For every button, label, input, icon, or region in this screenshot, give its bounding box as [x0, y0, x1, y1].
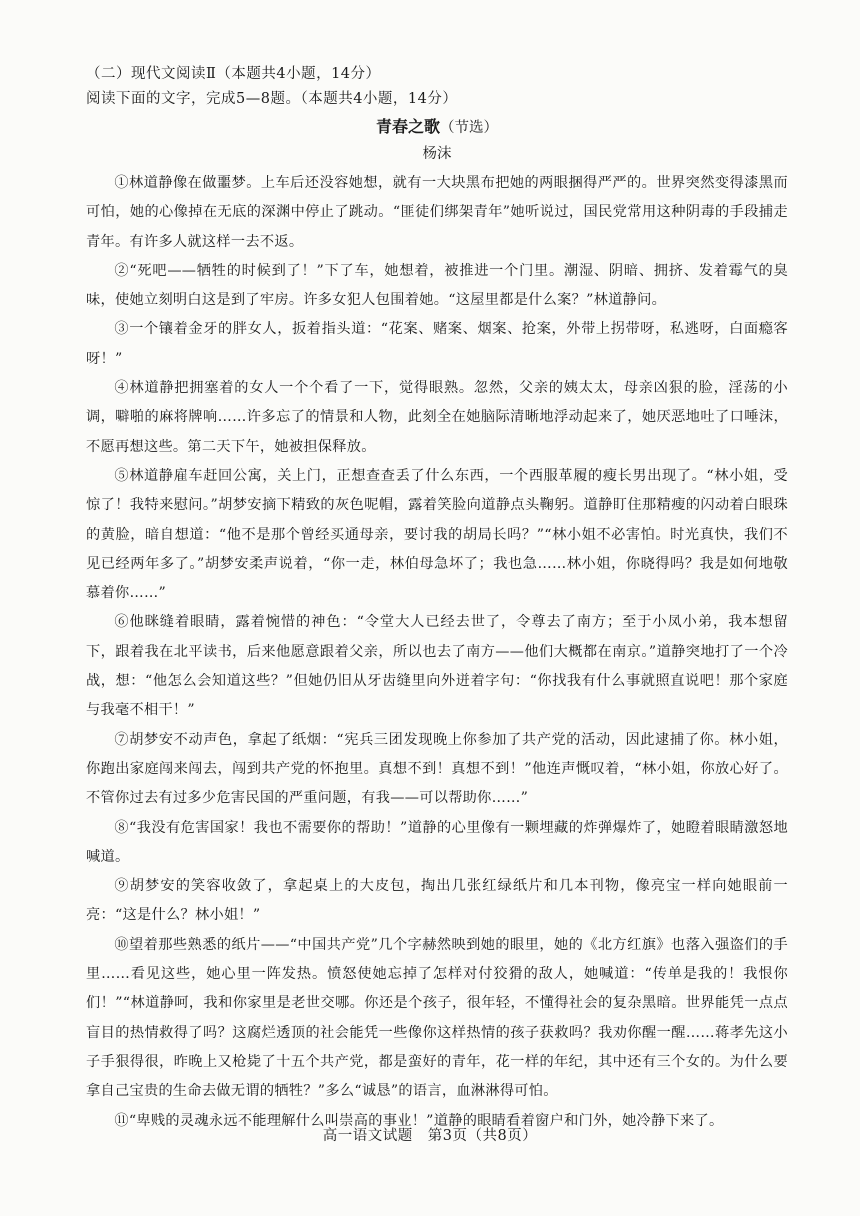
article-title-note: （节选） [440, 120, 498, 136]
paragraph-2: ②“死吧——牺牲的时候到了！”下了车，她想着，被推进一个门里。潮湿、阴暗、拥挤、发着霉气的臭味，使她立刻明白这是到了牢房。许多女犯人包围着她。“这屋里都是什么案？”林道静问。 [86, 262, 788, 309]
paragraph-9: ⑨胡梦安的笑容收敛了，拿起桌上的大皮包，掏出几张红绿纸片和几本刊物，像亮宝一样向她眼前一亮：“这是什么？林小姐！” [86, 878, 788, 924]
paragraph-4: ④林道静把拥塞着的女人一个个看了一下，觉得眼熟。忽然，父亲的姨太太，母亲凶狠的脸，淫荡的小调，噼啪的麻将牌响……许多忘了的情景和人物，此刻全在她脑际清晰地浮动起来了，她厌恶地吐了口唾沫，不愿再想这些。第二天下午，她被担保释放。 [86, 380, 788, 455]
instruction: 阅读下面的文字，完成5—8题。（本题共4小题，14分） [86, 91, 458, 107]
article-author: 杨沫 [422, 146, 452, 162]
article-title-text: 青春之歌 [375, 117, 440, 136]
paragraph-6: ⑥他眯缝着眼睛，露着惋惜的神色：“令堂大人已经去世了，令尊去了南方；至于小凤小弟，我本想留下，跟着我在北平读书，后来他愿意跟着父亲，所以也去了南方——他们大概都在南京。”道静突地打了一个冷战，想：“他怎么会知道这些？”但她仍旧从牙齿缝里向外迸着字句：“你找我有什么事就照直说吧！那个家庭与我毫不相干！” [86, 614, 788, 719]
paragraph-1: ①林道静像在做噩梦。上车后还没容她想，就有一大块黑布把她的两眼捆得严严的。世界突然变得漆黑而可怕，她的心像掉在无底的深渊中停止了跳动。“匪徒们绑架青年”她听说过，国民党常用这种阴毒的手段捕走青年。有许多人就这样一去不返。 [86, 175, 788, 250]
section-heading: （二）现代文阅读Ⅱ（本题共4小题，14分） [86, 66, 381, 82]
article-body [86, 169, 788, 1136]
paragraph-5: ⑤林道静雇车赶回公寓，关上门，正想查查丢了什么东西，一个西服革履的瘦长男出现了。“林小姐，受惊了！我特来慰问。”胡梦安摘下精致的灰色呢帽，露着笑脸向道静点头鞠躬。道静盯住那精瘦的闪动着白眼珠的黄脸，暗自想道：“他不是那个曾经买通母亲，要讨我的胡局长吗？”“林小姐不必害怕。时光真快，我们不见已经两年多了。”胡梦安柔声说着，“你一走，林伯母急坏了；我也急……林小姐，你晓得吗？我是如何地敬慕着你……” [86, 467, 788, 602]
paragraph-8: ⑧“我没有危害国家！我也不需要你的帮助！”道静的心里像有一颗埋藏的炸弹爆炸了，她瞪着眼睛激怒地喊道。 [86, 819, 788, 865]
paragraph-11: ⑪“卑贱的灵魂永远不能理解什么叫崇高的事业！”道静的眼睛看着窗户和门外，她冷静下来了。 [114, 1112, 724, 1129]
page-footer: 高一语文试题 第3页（共8页） [322, 1128, 538, 1144]
article-title [86, 114, 788, 141]
paragraph-10: ⑩望着那些熟悉的纸片——“中国共产党”几个字赫然映到她的眼里，她的《北方红旗》也落入强盗们的手里……看见这些，她心里一阵发热。愤怒使她忘掉了怎样对付狡猾的敌人，她喊道：“传单是我的！我恨你们！”“林道静呵，我和你家里是老世交哪。你还是个孩子，很年轻，不懂得社会的复杂黑暗。世界能凭一点点盲目的热情救得了吗？这腐烂透顶的社会能凭一些像你这样热情的孩子获救吗？我劝你醒一醒……蒋孝先这小子手狠得很，昨晚上又枪毙了十五个共产党，都是蛮好的青年，花一样的年纪，其中还有三个女的。为什么要拿自己宝贵的生命去做无谓的牺牲？”多么“诚恳”的语言，血淋淋得可怕。 [86, 936, 788, 1100]
paragraph-3: ③一个镶着金牙的胖女人，扳着指头道：“花案、赌案、烟案、抢案，外带上拐带呀，私逃呀，白面瘾客呀！” [86, 321, 788, 367]
paragraph-7: ⑦胡梦安不动声色，拿起了纸烟：“宪兵三团发现晚上你参加了共产党的活动，因此逮捕了你。林小姐，你跑出家庭闯来闯去，闯到共产党的怀抱里。真想不到！真想不到！”他连声慨叹着，“林小姐，你放心好了。不管你过去有过多少危害民国的严重问题，有我——可以帮助你……” [86, 731, 788, 807]
